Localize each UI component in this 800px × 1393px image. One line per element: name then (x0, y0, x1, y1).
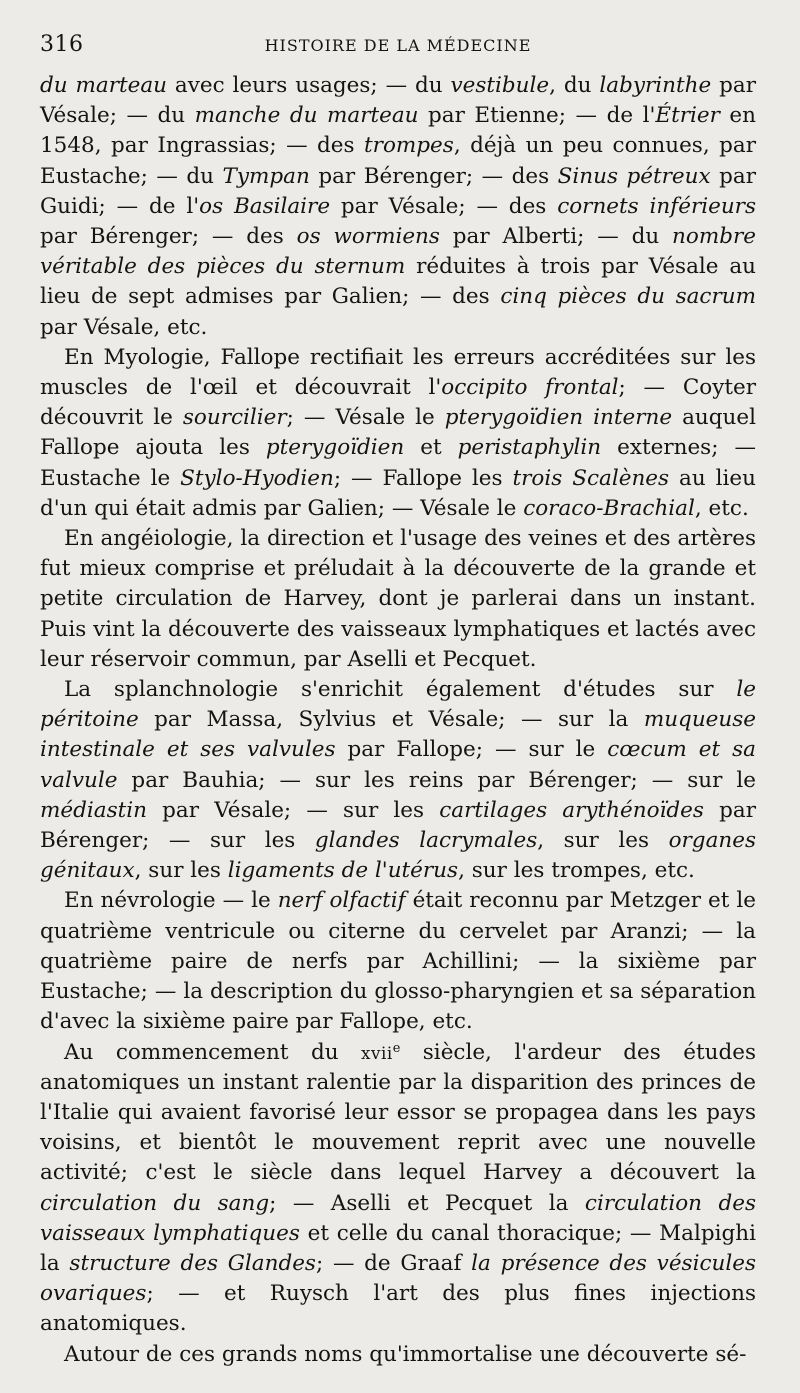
italic-term: cornets inférieurs (557, 193, 756, 219)
italic-term: structure des Glandes (69, 1250, 316, 1276)
text-run: , du (549, 73, 600, 98)
italic-term: cartilages arythénoïdes (439, 797, 704, 823)
text-run: e (392, 1040, 401, 1056)
paragraph (40, 343, 756, 524)
italic-term: manche du marteau (194, 103, 419, 129)
italic-term: Tympan (222, 163, 310, 189)
text-run: par Bauhia; — sur les reins par Bérenger; — sur le (117, 767, 756, 793)
italic-term: Sinus pétreux (557, 163, 711, 189)
italic-term: Stylo-Hyodien (180, 465, 334, 491)
text-run: par Massa, Sylvius et Vésale; — sur la (138, 707, 644, 733)
text-run: ; — Vésale le (286, 405, 445, 431)
italic-term: trois Scalènes (512, 465, 670, 491)
italic-term: nerf olfactif (277, 888, 406, 914)
italic-term: muqueuse intestinale et ses valvules (40, 707, 756, 763)
italic-term: circulation du sang (40, 1190, 270, 1216)
text-run: au lieu d'un qui était admis par Galien; — Vésale le (40, 465, 756, 521)
text-run: par Vésale; — du (40, 73, 756, 129)
body-text (40, 71, 756, 1370)
italic-term: le péritoine (40, 677, 756, 733)
italic-term: Étrier (655, 103, 720, 129)
italic-term: occipito frontal (441, 375, 619, 401)
text-run: En névrologie — le (64, 888, 278, 914)
text-run: En angéiologie, la direction et l'usage des veines et des artères fut mieux comprise et préludait à la découverte de la grande et petite circulation de Harvey, dont je parlerai dans un instant. Puis vint la découverte des vaisseaux lymphatiques et lactés avec leur réservoir commun, par Aselli et Pecquet. (40, 526, 756, 672)
italic-term: médiastin (40, 797, 147, 823)
italic-term: vestibule (450, 73, 550, 98)
text-run: par Vésale, etc. (40, 314, 208, 340)
text-run: ; — Fallope les (333, 465, 513, 491)
italic-term: ligaments de l'utérus (227, 858, 459, 884)
italic-term: la présence des vésicules ovariques (40, 1250, 756, 1307)
paragraph (40, 1340, 756, 1370)
italic-term: coraco-Brachial (523, 495, 695, 521)
text-run: La splanchnologie s'enrichit également d'études sur (64, 677, 737, 703)
italic-term: peristaphylin (457, 435, 602, 461)
paragraph (40, 71, 756, 343)
text-run: avec leurs usages; — du (167, 73, 451, 98)
text-run: Au commencement du (64, 1039, 362, 1065)
text-run: , déjà un peu connues, par Eustache; — du (40, 133, 757, 189)
text-run: En Myologie, Fallope rectifiait les erreurs accréditées sur les muscles de l'œil et découvrait l' (40, 344, 756, 401)
text-run: par Vésale; — des (330, 193, 558, 219)
text-run: Autour de ces grands noms qu'immortalise une découverte sé- (64, 1341, 747, 1367)
text-run: siècle, l'ardeur des études anatomiques un instant ralentie par la disparition des princes de l'Italie qui avaient favorisé leur essor se propagea dans les pays voisins, et bientôt le mouvement reprit avec une nouvelle activité; c'est le siècle dans lequel Harvey a découvert la (40, 1039, 756, 1186)
text-run: ; — de Graaf (315, 1250, 472, 1276)
italic-term: pterygoïdien interne (444, 405, 673, 431)
italic-term: glandes lacrymales (314, 828, 538, 854)
text-run: , sur les trompes, etc. (458, 858, 695, 884)
italic-term: pterygoïdien (265, 435, 405, 461)
running-title: HISTOIRE DE LA MÉDECINE (264, 36, 532, 55)
paragraph (40, 675, 756, 886)
italic-term: circulation des vaisseaux lymphatiques (40, 1190, 756, 1246)
text-run: , sur les (134, 858, 228, 884)
paragraph (40, 1038, 756, 1340)
italic-term: nombre véritable des pièces du sternum (40, 224, 756, 280)
text-run: en 1548, par Ingrassias; — des (40, 103, 756, 159)
text-run: par Etienne; — de l' (418, 103, 656, 129)
text-run: était reconnu par Metzger et le quatrième ventricule ou citerne du cervelet par Aranzi; — la quatrième paire de nerfs par Achillini; — la sixième par Eustache; — la description du glosso-pharyngien et sa séparation d'avec la sixième paire par Fallope, etc. (40, 888, 756, 1035)
italic-term: labyrinthe (599, 73, 712, 98)
text-run: par Bérenger; — des (40, 224, 297, 250)
italic-term: os wormiens (296, 224, 440, 250)
italic-term: du marteau (40, 73, 168, 98)
italic-term: cinq pièces du sacrum (500, 284, 756, 310)
text-run: réduites à trois par Vésale au lieu de sept admises par Galien; — des (40, 254, 756, 310)
italic-term: os Basilaire (199, 193, 331, 219)
text-run: par Guidi; — de l' (40, 163, 756, 219)
text-run: par Vésale; — sur les (146, 797, 440, 823)
text-run: ; — et Ruysch l'art des plus fines injections anatomiques. (40, 1281, 756, 1337)
page-header (40, 30, 756, 65)
page-number: 316 (40, 32, 84, 57)
italic-term: cœcum et sa valvule (40, 737, 756, 793)
text-run: ; — Aselli et Pecquet la (269, 1190, 585, 1216)
text-run: , sur les (537, 828, 669, 854)
text-run: externes; — Eustache le (40, 435, 756, 491)
text-run: par Fallope; — sur le (335, 737, 608, 763)
italic-term: organes génitaux (40, 828, 756, 884)
italic-term: sourcilier (182, 405, 287, 431)
text-run: et (404, 435, 458, 461)
text-run: , etc. (694, 495, 749, 521)
text-run: ; — Coyter découvrit le (40, 375, 757, 431)
text-run: par Bérenger; — sur les (40, 797, 756, 854)
text-run: xvii (361, 1042, 393, 1063)
text-run: et celle du canal thoracique; — Malpighi la (40, 1220, 757, 1276)
italic-term: trompes (364, 133, 454, 159)
text-run: auquel Fallope ajouta les (40, 405, 756, 461)
text-run: par Bérenger; — des (309, 163, 558, 189)
paragraph (40, 886, 756, 1037)
text-run: par Alberti; — du (439, 224, 673, 250)
paragraph (40, 524, 756, 675)
